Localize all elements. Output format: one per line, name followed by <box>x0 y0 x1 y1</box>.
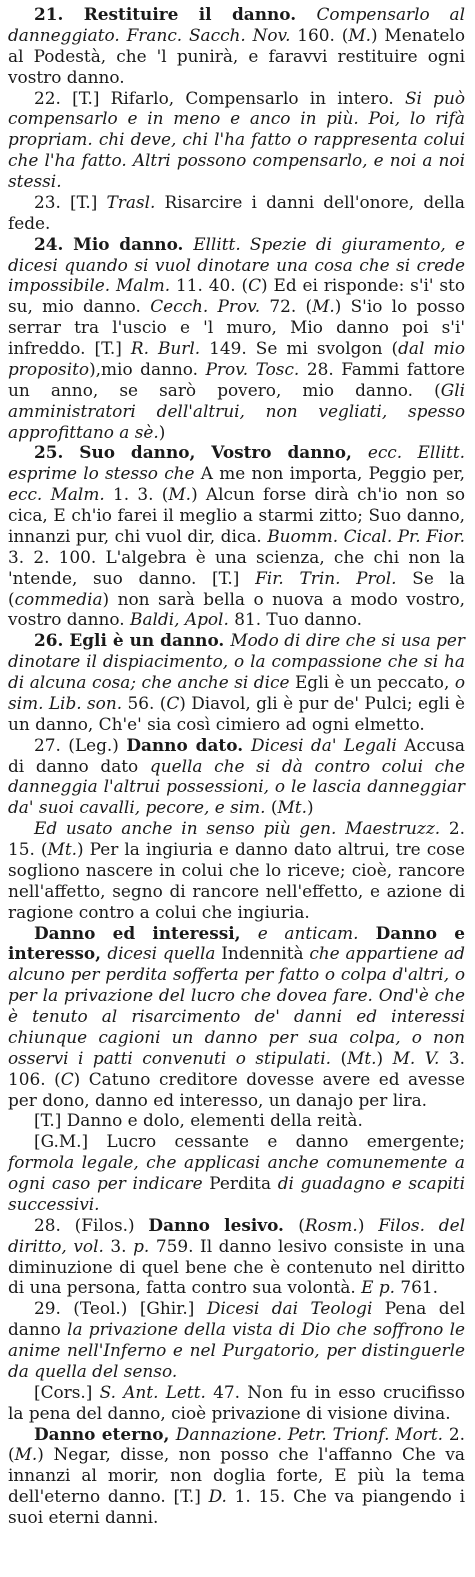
plain-text: ) <box>158 421 166 442</box>
italic-text: Dicesi dai Teologi <box>206 1298 373 1319</box>
entry-paragraph-p27c <box>8 923 465 1111</box>
plain-text: ) Negar, disse, non posso che l'affanno Che va innanzi al morir, non doglia forte, E più la tema dell'eterno danno. [T.] <box>8 1444 465 1507</box>
plain-text: 28. Fammi fattore un anno, se sarò povero, mio danno. ( <box>8 358 465 400</box>
bold-headword: Danno dato. <box>126 734 252 755</box>
plain-text: 47. Non fu in esso crucifisso la pena del danno, cioè privazione di visione divina. <box>8 1381 466 1423</box>
entry-paragraph-p27 <box>8 735 465 819</box>
plain-text: Egli è un peccato, <box>289 672 455 692</box>
italic-text: M. <box>312 296 335 317</box>
italic-text: che appartiene ad alcuno per perdita sofferta per fatto o colpa d'altri, o per la privazione del lucro che dovea fare. Ond'è che è tenuto al risarcimento de' danni ed interessi chiunque cagioni un danno per sua colpa, o non osservi i patti convenuti o stipulati. <box>8 943 465 1068</box>
plain-text: ) <box>376 1047 393 1068</box>
italic-text: la privazione della vista di Dio che soffrono le anime nell'Inferno e nel Purgatorio, per distinguerle da quella del senso. <box>8 1319 465 1381</box>
plain-text: Risarcire i danni dell'onore, della fede. <box>8 191 465 233</box>
plain-text: 3. 2. 100. L'algebra è una scienza, che chi non la 'ntende, suo danno. [T.] <box>8 546 465 588</box>
italic-text: Buomm. Cical. Pr. Fior. <box>267 525 465 546</box>
italic-text: M. <box>14 1444 38 1465</box>
plain-text: 29. (Teol.) [Ghir.] <box>34 1298 207 1319</box>
italic-text: p. <box>133 1235 150 1256</box>
italic-text: Fir. Trin. Prol. <box>255 567 397 588</box>
italic-text: e anticam. <box>257 922 359 943</box>
entry-paragraph-p23 <box>8 192 465 234</box>
bold-headword: 21. Restituire il danno. <box>34 4 317 24</box>
plain-text: Se la ( <box>8 567 465 609</box>
plain-text: 3. <box>103 1235 134 1256</box>
plain-text: ( <box>265 797 278 818</box>
entry-paragraph-p26 <box>8 630 465 734</box>
bold-headword: 25. Suo danno, Vostro danno, <box>34 442 368 463</box>
italic-text: C <box>166 692 180 713</box>
italic-text: Modo di dire che si usa per dinotare il dispiacimento, o la compassione che si ha di alcuna cosa; che anche si dice <box>8 630 466 692</box>
italic-text: formola legale, che applicasi anche comunemente a ogni caso per indicare <box>8 1152 465 1193</box>
plain-text: ),mio danno. <box>89 358 206 379</box>
italic-text: Cecch. Prov. <box>150 296 261 317</box>
italic-text: ecc. Ellitt. esprime lo stesso che <box>8 442 465 484</box>
italic-text: D. <box>208 1486 227 1507</box>
bold-headword: Danno e interesso, <box>8 922 465 964</box>
plain-text: ) <box>357 1214 379 1235</box>
plain-text: [Cors.] <box>34 1381 100 1402</box>
entry-paragraph-p29b <box>8 1382 465 1424</box>
italic-text: Mt. <box>277 797 307 818</box>
plain-text: 28. (Filos.) <box>34 1214 149 1235</box>
plain-text: A me non importa, Peggio per, <box>194 463 465 484</box>
plain-text: 1. 3. ( <box>104 484 169 505</box>
plain-text: [G.M.] Lucro cessante e danno emergente; <box>34 1131 465 1152</box>
italic-text: M. <box>348 24 371 45</box>
plain-text: ) <box>306 797 314 818</box>
bold-headword: 26. Egli è un danno. <box>34 630 231 651</box>
italic-text: C <box>248 275 262 296</box>
bold-headword: Danno lesivo. <box>148 1214 299 1235</box>
plain-text: 72. ( <box>260 296 313 317</box>
italic-text: Rosm. <box>304 1214 358 1235</box>
plain-text: ) Diavol, gli è pur de' Pulci; egli è un danno, Ch'e' sia così cimiero ad ogni elmetto. <box>8 692 465 734</box>
plain-text: 759. Il danno lesivo consiste in una diminuzione di quel bene che è contenuto nel diritto di una persona, fatta contro sua volontà. <box>8 1235 466 1298</box>
italic-text: commedia <box>14 588 103 609</box>
italic-text: S. Ant. Lett. <box>99 1381 206 1402</box>
dictionary-page-column <box>8 4 465 1528</box>
plain-text: ) S'io lo posso serrar tra l'uscio e 'l muro, Mio danno poi s'i' infreddo. [T.] <box>8 296 465 358</box>
plain-text: 761. <box>395 1277 439 1298</box>
italic-text: Dannazione. Petr. Trionf. Mort. <box>175 1423 443 1444</box>
plain-text: 23. [T.] <box>34 191 107 212</box>
italic-text: M. V. <box>392 1047 440 1068</box>
italic-text: Gli amministratori dell'altrui, non vegliati, spesso approfittano a sè. <box>8 379 465 442</box>
plain-text: [T.] Danno e dolo, elementi della reità. <box>34 1110 363 1131</box>
plain-text: ( <box>298 1214 305 1235</box>
plain-text: 149. Se mi svolgon ( <box>200 338 399 358</box>
italic-text: Dicesi da' Legali <box>251 734 397 755</box>
plain-text: 11. 40. ( <box>170 275 249 296</box>
italic-text: Trasl. <box>106 191 156 212</box>
entry-paragraph-p28 <box>8 1215 465 1299</box>
italic-text: R. Burl. <box>130 338 201 358</box>
entry-paragraph-p29 <box>8 1298 465 1382</box>
plain-text: 1. 15. Che va piangendo i suoi eterni danni. <box>8 1486 465 1527</box>
plain-text: Indennità <box>215 943 310 964</box>
plain-text: ) Menatelo al Podestà, che 'l punirà, e faravvi restituire ogni vostro danno. <box>8 24 465 87</box>
entry-paragraph-p21 <box>8 4 465 88</box>
entry-paragraph-p22 <box>8 88 465 192</box>
plain-text: ) Catuno creditore dovesse avere ed avesse per dono, danno ed interesso, un danajo per lira. <box>8 1068 465 1110</box>
entry-paragraph-p27d <box>8 1110 465 1131</box>
entry-paragraph-p29c <box>8 1424 465 1528</box>
plain-text: Accusa di danno dato <box>8 734 465 776</box>
italic-text: Mt. <box>47 839 77 859</box>
italic-text: Si può compensarlo e in meno e anco in più. Poi, lo rifà propriam. chi deve, chi l'ha fatto o rappresenta colui che l'ha fatto. Altri possono compensarlo, e noi a noi stessi. <box>8 87 466 191</box>
bold-headword: Danno ed interessi, <box>34 922 258 943</box>
italic-text: C <box>60 1068 74 1089</box>
italic-text: Ellitt. Spezie di giuramento, e dicesi quando si vuol dinotare una cosa che si crede impossibile. Malm. <box>8 233 465 296</box>
italic-text: di guadagno e scapiti successivi. <box>8 1173 465 1214</box>
plain-text: Perdita <box>202 1173 278 1193</box>
entry-paragraph-p24 <box>8 234 465 443</box>
plain-text: ) Ed ei risponde: s'i' sto su, mio danno. <box>8 275 466 317</box>
plain-text: ) non sarà bella o nuova a modo vostro, vostro danno. <box>8 588 465 630</box>
italic-text: ecc. Malm. <box>8 484 105 505</box>
plain-text: 2. ( <box>8 1423 465 1465</box>
italic-text: o sim. Lib. son. <box>8 672 465 713</box>
plain-text: 27. (Leg.) <box>34 734 127 755</box>
italic-text: Filos. del diritto, vol. <box>8 1214 465 1256</box>
plain-text: ) Alcun forse dirà ch'io non so cica, E ch'io farei il meglio a starmi zitto; Suo danno, innanzi pur, chi vuol dir, dica. <box>8 484 465 546</box>
bold-headword: Danno eterno, <box>34 1423 176 1444</box>
italic-text: Prov. Tosc. <box>205 358 300 379</box>
plain-text: 2. 15. ( <box>8 818 465 859</box>
plain-text: 81. Tuo danno. <box>228 609 362 630</box>
plain-text: 3. 106. ( <box>8 1047 465 1089</box>
entry-paragraph-p27e <box>8 1131 465 1215</box>
plain-text: 56. ( <box>122 692 167 713</box>
italic-text: quella che si dà contro colui che danneggia l'altrui possessioni, o le lascia danneggiar da' suoi cavalli, pecore, e sim. <box>8 755 466 818</box>
entry-paragraph-p25 <box>8 442 465 630</box>
italic-text: M. <box>168 484 192 505</box>
italic-text: Mt. <box>347 1047 377 1068</box>
plain-text: 22. [T.] Rifarlo, Compensarlo in intero. <box>34 87 405 108</box>
italic-text: Baldi, Apol. <box>130 609 229 630</box>
bold-headword: 24. Mio danno. <box>34 233 194 254</box>
italic-text: Compensarlo al danneggiato. Franc. Sacch. Nov. <box>8 4 466 45</box>
plain-text: Pena del danno <box>8 1298 466 1340</box>
plain-text: ) Per la ingiuria e danno dato altrui, tre cose sogliono nascere in colui che lo riceve; cioè, rancore nell'affetto, segno di rancore nell'effetto, e azione di ragione contro a colui che ingiuria. <box>8 839 465 922</box>
plain-text: 160. ( <box>290 24 349 45</box>
italic-text: E p. <box>361 1277 396 1298</box>
italic-text: dicesi quella <box>107 943 216 964</box>
italic-text: dal mio proposito <box>8 338 465 379</box>
plain-text: ( <box>330 1047 348 1068</box>
entry-paragraph-p27b <box>8 818 465 922</box>
italic-text: Ed usato anche in senso più gen. Maestruzz. <box>34 818 441 839</box>
